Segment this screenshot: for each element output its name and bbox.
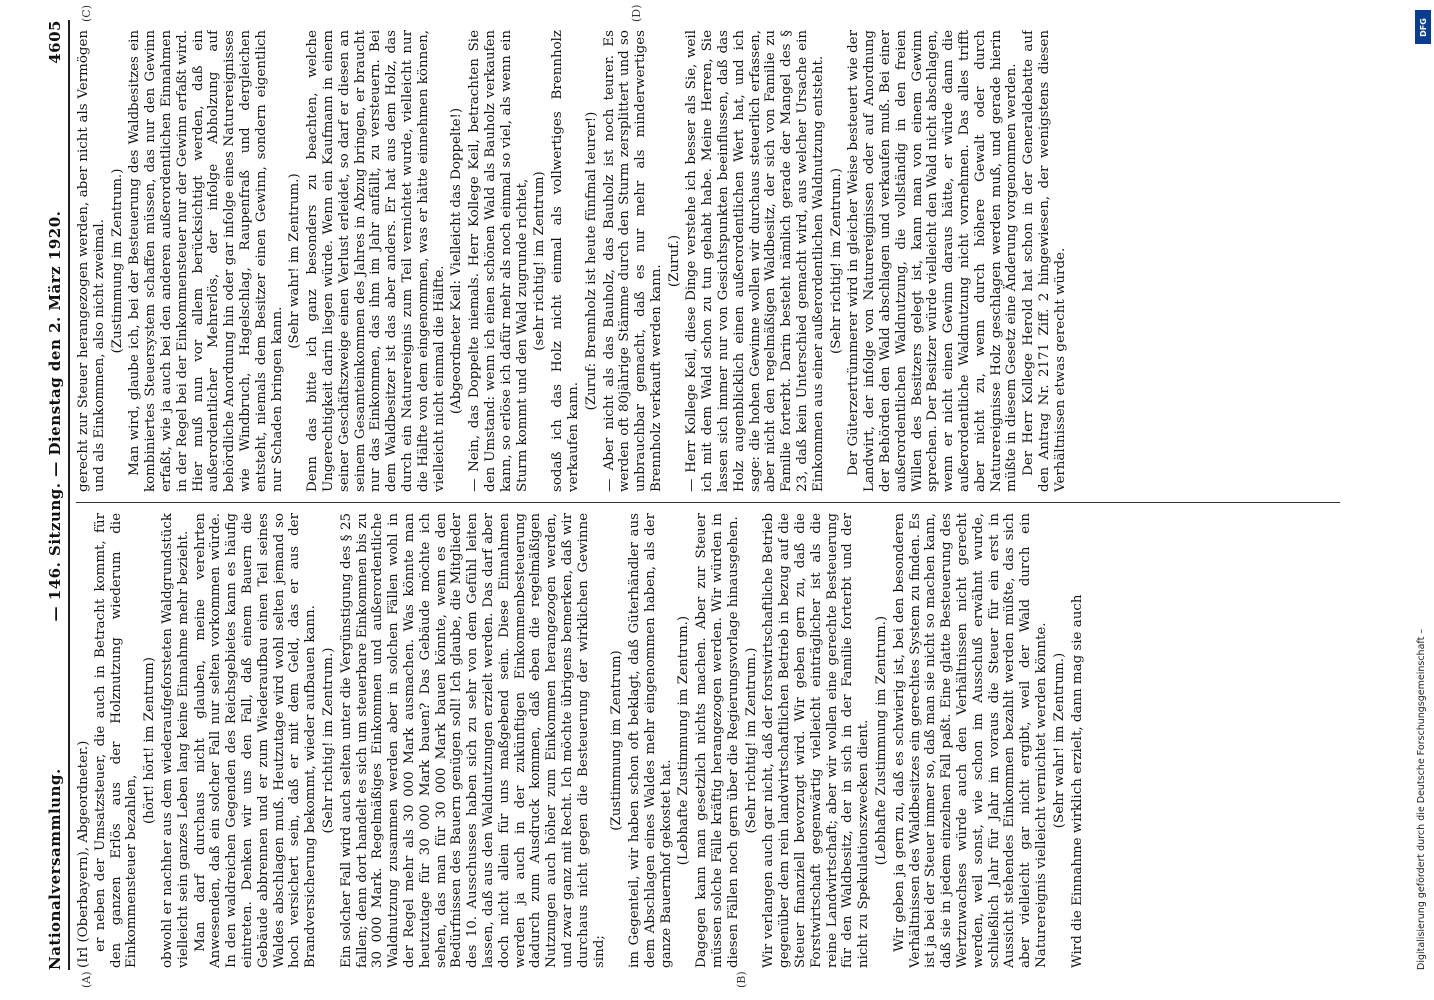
interjection: (sehr richtig! im Zentrum) <box>532 171 548 351</box>
left-text-column <box>76 513 1340 968</box>
margin-marker-a: (A) <box>80 971 93 988</box>
dfg-logo: DFG <box>1415 10 1431 44</box>
paragraph: — Herr Kollege Keil, diese Dinge verstehe ich besser als Sie, weil ich mit dem Wald schon zu tun gehabt habe. Meine Herren, Sie lassen sich immer nur von Gesichtspunkten beeinflussen, daß das Holz augenblicklich einen außerordentlichen Wert hat, und ich sage: die hohen Gewinne wollen wir durchaus steuerlich erfassen, aber nicht den regelmäßigen Waldbesitz, der sich von Familie zu Familie forterbt. Darin besteht nämlich gerade der Mangel des § 23, daß kein Unterschied gemacht wird, aus welcher Ursache ein Einkommen aus einer außerordentlichen Waldnutzung entsteht. <box>684 30 826 492</box>
paragraph: Wir verlangen auch gar nicht, daß der forstwirtschaftliche Betrieb gegenüber dem rein landwirtschaftlichen Betrieb in bezug auf die Steuer finanziell bevorzugt wird. Wir geben gern zu, daß die Forstwirtschaft gegenwärtig vielleicht einträglicher ist als die reine Landwirtschaft; aber wir wollen eine gerechte Besteuerung für den Waldbesitz, der in sich in der Familie forterbt und der nicht zu Spekulationszwecken dient. <box>761 513 872 968</box>
page-header <box>30 20 70 970</box>
margin-marker-d: (D) <box>630 4 643 22</box>
interjection: (Sehr richtig! im Zentrum.) <box>320 647 336 834</box>
column-divider <box>76 502 1340 503</box>
paragraph: er neben der Umsatzsteuer, die auch in Betracht kommt, für den ganzen Erlös aus der Holznutzung wiederum die Einkommensteuer bezahlen, <box>92 513 140 968</box>
speaker-line: (Irl (Oberbayern), Abgeordneter.) <box>76 740 91 968</box>
interjection: (hört! hört! im Zentrum) <box>142 657 158 824</box>
paragraph: — Nein, das Doppelte niemals. Herr Kollege Keil, betrachten Sie den Umstand: wenn ich einen schönen Wald als Bauholz verkaufen kann, so erlöse ich dafür mehr als noch einmal so viel, als wenn ein Sturm kommt und den Wald zugrunde richtet, <box>467 30 530 492</box>
interjection: (Lebhafte Zustimmung im Zentrum.) <box>676 615 692 866</box>
interjection: (Sehr wahr! im Zentrum.) <box>1051 652 1067 829</box>
paragraph: sodaß ich das Holz nicht einmal als vollwertiges Brennholz verkaufen kann. <box>550 30 581 492</box>
paragraph: Denn das bitte ich ganz besonders zu beachten, welche Ungerechtigkeit darin liegen würde. Wenn ein Kaufmann in einem seiner Geschäftszweige einen Verlust erleidet, so darf er diesen an seinem Gesamteinkommen des Jahres in Abzug bringen, er braucht nur das Einkommen, das ihm im Jahr anfällt, zu versteuern. Bei dem Waldbesitzer ist das aber anders. Er hat aus dem Holz, das durch ein Naturereignis zum Teil vernichtet wurde, vielleicht nur die Hälfte von dem eingenommen, was er hätte einnehmen können, vielleicht nicht einmal die Hälfte. <box>305 30 447 492</box>
paragraph: im Gegenteil, wir haben schon oft beklagt, daß Güterhändler aus dem Abschlagen eines Waldes mehr eingenommen haben, als der ganze Bauernhof gekostet hat. <box>627 513 674 968</box>
digitization-credit <box>1412 10 1432 990</box>
paragraph: Der Güterzertrümmerer wird in gleicher Weise besteuert wie der Landwirt, der infolge von Naturereignissen oder auf Anordnung der Behörden den Wald abschlagen und verkaufen muß. Bei einer außerordentlichen Waldnutzung, die vollständig in den freien Willen des Besitzers gelegt ist, kann man von einem Gewinn sprechen. Der Besitzer würde vielleicht den Wald nicht abschlagen, wenn er nicht einen Gewinn daraus hätte, er würde dann die außerordentliche Waldnutzung nicht vornehmen. Das alles trifft aber nicht zu, wenn durch höhere Gewalt oder durch Naturereignisse Holz geschlagen werden muß, und gerade hierin müßte in diesem Gesetz eine Änderung vorgenommen werden. <box>846 30 1020 492</box>
page-number: 4605 <box>46 20 64 64</box>
interjection: (Zuruf.) <box>666 234 682 288</box>
interjection: (Lebhafte Zustimmung im Zentrum.) <box>874 615 890 866</box>
digitization-credit-text: Digitalisierung gefördert durch die Deutsche Forschungsgemeinschaft – <box>1416 628 1427 970</box>
paragraph: Ein solcher Fall wird auch selten unter die Vergünstigung des § 25 fallen; denn dort handelt es sich um steuerbare Einkommen bis zu 30 000 Mark. Regelmäßiges Einkommen und außerordentliche Waldnutzung zusammen werden aber in solchen Fällen wohl in der Regel mehr als 30 000 Mark ausmachen. Was könnte man heutzutage für 30 000 Mark bauen? Das Gebäude möchte ich sehen, das man für 30 000 Mark bauen könnte, wenn es den Bedürfnissen des Bauern genügen soll! Ich glaube, die Mitglieder des 10. Ausschusses haben sich zu sehr von dem Gefühl leiten lassen, daß aus den Waldnutzungen erzielt werden. Das darf aber doch nicht allein für uns maßgebend sein. Diese Einnahmen werden ja auch in der zukünftigen Einkommenbesteuerung dadurch zum Ausdruck kommen, daß eben die regelmäßigen Nutzungen auch höher zum Einkommen herangezogen werden, und zwar ganz mit Recht. Ich möchte übrigens bemerken, daß wir durchaus nicht gegen die Besteuerung der wirklichen Gewinne sind; <box>338 513 607 968</box>
interjection: (Zustimmung im Zentrum.) <box>109 168 125 354</box>
interjection: (Sehr richtig! im Zentrum.) <box>743 647 759 834</box>
margin-marker-c: (C) <box>80 5 93 22</box>
paragraph: Wir geben ja gern zu, daß es schwierig ist, bei den besonderen Verhältnissen des Waldbesitzes ein gerechtes System zu finden. Es ist ja bei der Steuer immer so, daß man sie nicht so machen kann, daß sie in jedem einzelnen Fall paßt. Eine glatte Besteuerung des Wertzuwachses würde auch den Verhältnissen nicht gerecht werden, weil sonst, wie schon im Ausschuß erwähnt wurde, schließlich Jahr für Jahr im voraus die Steuer für ein erst in Aussicht stehendes Einkommen bezahlt werden müßte, das sich aber vielleicht gar nicht ergibt, weil der Wald durch ein Naturereignis vielleicht vernichtet werden könnte. <box>891 513 1050 968</box>
paragraph: Wird die Einnahme wirklich erzielt, dann mag sie auch <box>1069 594 1085 968</box>
paragraph: Dagegen kann man gesetzlich nichts machen. Aber zur Steuer müssen solche Fälle kräftig herangezogen werden. Wir würden in diesen Fällen noch gern über die Regierungsvorlage hinausgehen. <box>694 513 741 968</box>
margin-marker-b: (B) <box>735 971 748 988</box>
paragraph: gerecht zur Steuer herangezogen werden, aber nicht als Vermögen und als Einkommen, also nicht zweimal. <box>76 30 107 492</box>
paragraph: Der Herr Kollege Herold hat schon in der Generaldebatte auf den Antrag Nr. 2171 Ziff. 2 hingewiesen, der wenigstens diesen Verhältnissen etwas gerecht würde. <box>1021 30 1068 492</box>
paragraph: Man darf durchaus nicht glauben, meine verehrten Anwesenden, daß ein solcher Fall nur selten vorkommen würde. In den waldreichen Gegenden des Reichsgebietes kann es häufig eintreten. Denken wir uns den Fall, daß einem Bauern die Gebäude abbrennen und er zum Wiederaufbau einen Teil seines Waldes abschlagen muß. Heutzutage wird wohl selten jemand so hoch versichert sein, daß er mit dem Geld, das er aus der Brandversicherung bekommt, wieder aufbauen kann. <box>192 513 319 968</box>
interjection: (Zustimmung im Zentrum) <box>609 650 625 831</box>
interjection: (Zuruf: Brennholz ist heute fünfmal teurer!) <box>583 111 599 411</box>
interjection: (Sehr wahr! im Zentrum.) <box>287 173 303 349</box>
paragraph: obwohl er nachher aus dem wiederaufgeforsteten Waldgrundstück vielleicht sein ganzes Leben lang keine Einnahme mehr bezieht. <box>159 513 191 968</box>
interjection: (Abgeordneter Keil: Vielleicht das Doppelte!) <box>449 107 465 415</box>
interjection: (Sehr richtig! im Zentrum.) <box>828 168 844 354</box>
right-text-column <box>76 30 1340 492</box>
header-session-date: — 146. Sitzung. — Dienstag den 2. März 1920. <box>46 210 64 622</box>
paragraph: Man wird, glaube ich, bei der Besteuerung des Waldbesitzes ein kombiniertes Steuersystem schaffen müssen, das nur den Gewinn erfaßt, wie ja auch bei den anderen außerordentlichen Einnahmen in der Regel bei der Einkommensteuer nur der Gewinn erfaßt wird. Hier muß nun vor allem berücksichtigt werden, daß ein außerordentlicher Mehrerlös, der infolge Abholzung auf behördliche Anordnung hin oder gar infolge eines Naturereignisses wie Windbruch, Hagelschlag, Raupenfraß und dergleichen entsteht, niemals dem Besitzer einen Gewinn, sondern eigentlich nur Schaden bringen kann. <box>127 30 285 492</box>
paragraph: — Aber nicht als das Bauholz, das Bauholz ist noch teurer. Es werden oft 80jährige Stämme durch den Sturm zersplittert und so unbrauchbar gemacht, daß es nur mehr als minderwertiges Brennholz verkauft werden kann. <box>601 30 664 492</box>
header-left: Nationalversammlung. <box>46 768 64 970</box>
